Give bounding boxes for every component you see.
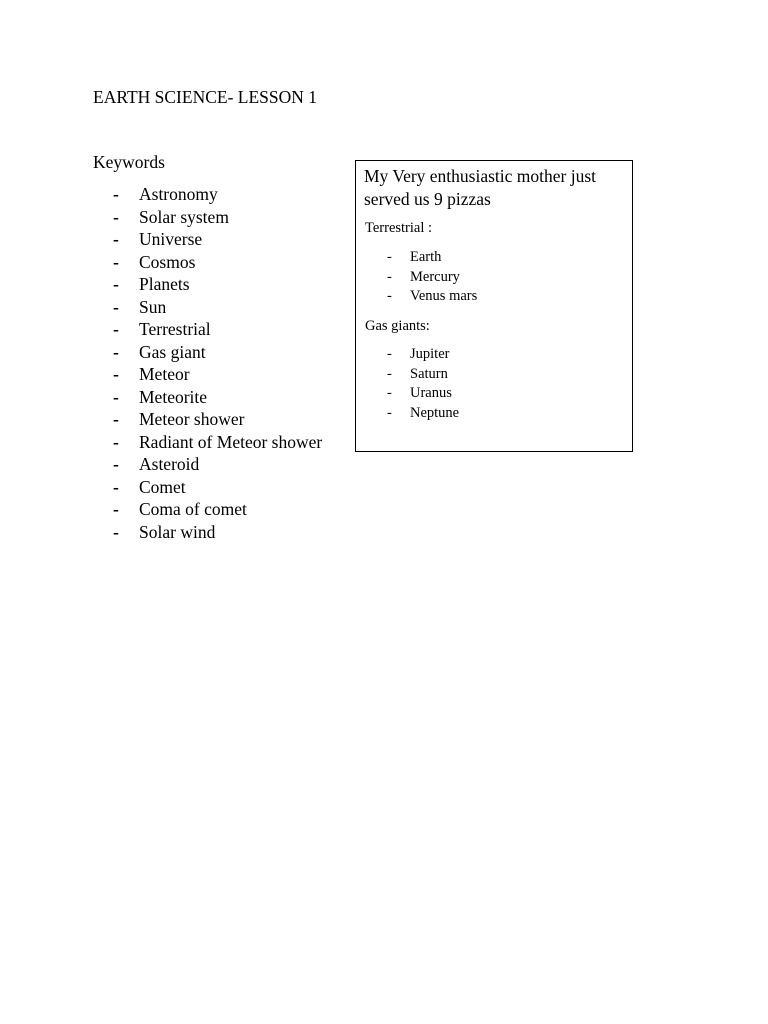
keyword-item bbox=[113, 206, 322, 229]
bullet-dash: - bbox=[113, 499, 119, 519]
planet-item bbox=[387, 345, 459, 365]
bullet-dash: - bbox=[113, 386, 119, 407]
bullet-dash: - bbox=[113, 364, 119, 384]
keywords-heading: Keywords bbox=[93, 152, 165, 172]
bullet-dash: - bbox=[113, 431, 119, 452]
bullet-dash: - bbox=[113, 476, 119, 497]
lesson-title: EARTH SCIENCE- LESSON 1 bbox=[93, 87, 318, 107]
bullet-dash: - bbox=[387, 249, 392, 265]
keyword-label: Comet bbox=[139, 476, 186, 497]
keyword-label: Asteroid bbox=[139, 454, 200, 474]
keyword-item bbox=[113, 476, 322, 499]
planet-item bbox=[387, 248, 477, 268]
bullet-dash: - bbox=[387, 365, 392, 382]
bullet-dash: - bbox=[113, 319, 119, 339]
planet-label: Mercury bbox=[410, 268, 460, 285]
bullet-dash: - bbox=[113, 184, 119, 204]
gas-giants-heading: Gas giants: bbox=[365, 318, 430, 334]
bullet-dash: - bbox=[113, 251, 119, 272]
keyword-label: Solar wind bbox=[139, 521, 216, 542]
keyword-item bbox=[113, 341, 322, 364]
keyword-label: Cosmos bbox=[139, 251, 196, 272]
keyword-label: Coma of comet bbox=[139, 499, 247, 519]
keywords-list bbox=[113, 183, 322, 543]
planet-label: Earth bbox=[410, 249, 442, 265]
keyword-label: Solar system bbox=[139, 206, 229, 227]
keyword-item bbox=[113, 431, 322, 454]
bullet-dash: - bbox=[387, 404, 392, 421]
keyword-item bbox=[113, 521, 322, 544]
gas-giant-planet-list bbox=[387, 345, 459, 423]
bullet-dash: - bbox=[113, 454, 119, 474]
keyword-item bbox=[113, 251, 322, 274]
bullet-dash: - bbox=[113, 296, 119, 317]
keyword-item bbox=[113, 386, 322, 409]
keyword-item bbox=[113, 296, 322, 319]
planet-label: Saturn bbox=[410, 365, 448, 382]
keyword-item bbox=[113, 228, 322, 251]
keyword-item bbox=[113, 498, 322, 521]
planet-item bbox=[387, 365, 459, 385]
bullet-dash: - bbox=[113, 274, 119, 294]
keyword-label: Radiant of Meteor shower bbox=[139, 431, 323, 452]
bullet-dash: - bbox=[113, 229, 119, 249]
mnemonic-text: My Very enthusiastic mother just served us 9 pizzas bbox=[364, 166, 597, 209]
keyword-label: Meteorite bbox=[139, 386, 208, 407]
terrestrial-planet-list bbox=[387, 248, 477, 307]
keyword-item bbox=[113, 273, 322, 296]
keyword-label: Gas giant bbox=[139, 341, 206, 362]
keyword-item bbox=[113, 318, 322, 341]
planet-item bbox=[387, 404, 459, 424]
keyword-item bbox=[113, 183, 322, 206]
bullet-dash: - bbox=[113, 206, 119, 227]
terrestrial-heading: Terrestrial : bbox=[365, 220, 433, 236]
planet-item bbox=[387, 287, 477, 307]
keyword-label: Meteor bbox=[139, 364, 190, 384]
planet-label: Uranus bbox=[410, 385, 452, 401]
bullet-dash: - bbox=[113, 409, 119, 429]
bullet-dash: - bbox=[113, 341, 119, 362]
keyword-label: Terrestrial bbox=[139, 319, 211, 339]
keyword-item bbox=[113, 453, 322, 476]
keyword-label: Astronomy bbox=[139, 184, 218, 204]
planet-label: Neptune bbox=[410, 404, 460, 421]
bullet-dash: - bbox=[387, 346, 392, 362]
planet-mnemonic-box bbox=[355, 160, 633, 452]
keyword-item bbox=[113, 363, 322, 386]
keyword-item bbox=[113, 408, 322, 431]
keyword-label: Universe bbox=[139, 229, 203, 249]
bullet-dash: - bbox=[387, 268, 392, 285]
keyword-label: Planets bbox=[139, 274, 190, 294]
bullet-dash: - bbox=[387, 288, 392, 304]
keyword-label: Meteor shower bbox=[139, 409, 245, 429]
planet-item bbox=[387, 268, 477, 288]
planet-item bbox=[387, 384, 459, 404]
bullet-dash: - bbox=[113, 521, 119, 542]
keyword-label: Sun bbox=[139, 296, 167, 317]
planet-label: Jupiter bbox=[410, 346, 450, 362]
bullet-dash: - bbox=[387, 385, 392, 401]
planet-label: Venus mars bbox=[410, 288, 478, 304]
